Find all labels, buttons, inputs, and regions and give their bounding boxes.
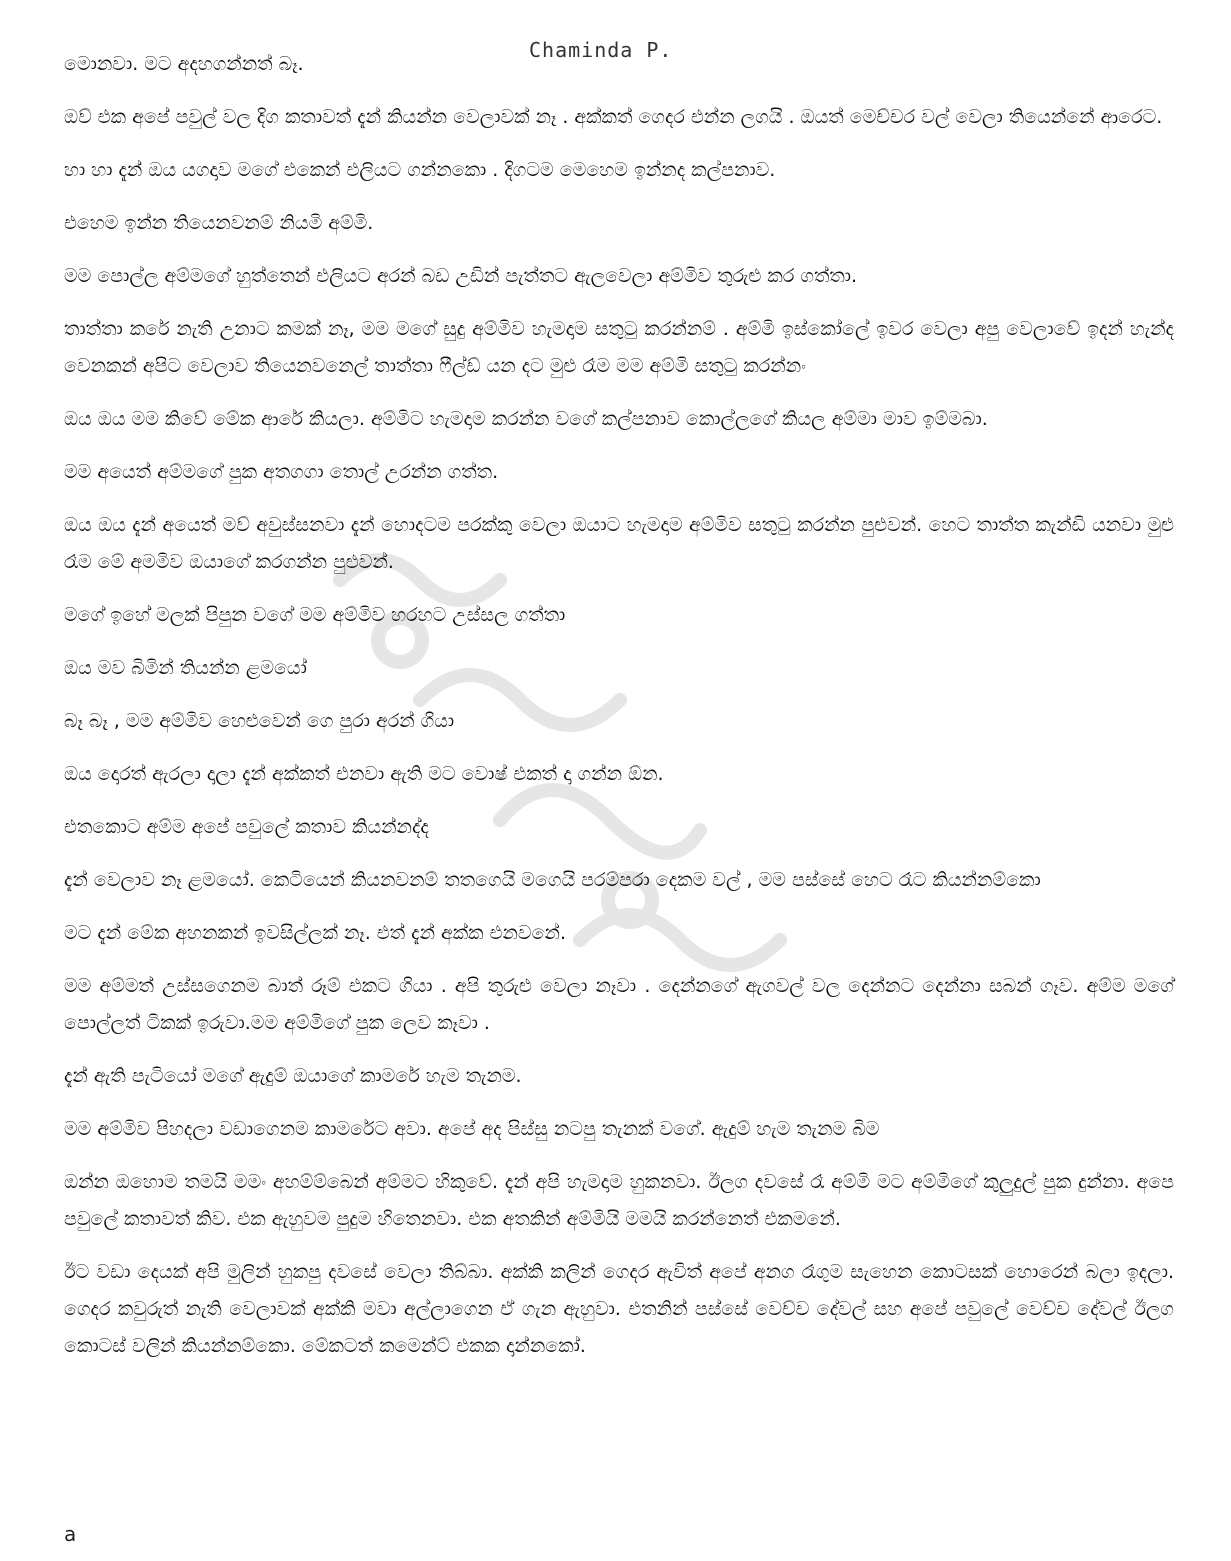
- story-paragraph: එහෙම ඉන්න තියෙනවනම් නියමි අම්මි.: [64, 212, 374, 234]
- story-paragraph: මම අම්මත් උස්සගෙනම බාත් රූම් එකට ගියා . අපි තුරුළු වෙලා නෑවා . දෙන්නගේ ඇගවල් වල දෙන්නට දෙන්නා සබන් ගෑව. අම්ම මගේ පොල්ලත් ටිකක් ඉරුවා.මම අම්මිගේ පුක ලෙව කෑවා .: [64, 975, 1174, 1034]
- story-paragraph: තාත්තා කරේ නැති උනාට කමක් නෑ, මම මගේ සුදු අම්මිව හැමදාම සතුටු කරන්නම් . අම්මි ඉස්කෝලේ ඉවර වෙලා අපු වෙලාවේ ඉදන් හැන්ද වෙනකන් අපිට වෙලාව තියෙනවනෙල් තාත්තා ෆීල්ඩ් යන දට මුළු රෑම මම අම්මි සතුටු කරන්නං: [64, 318, 1174, 377]
- story-paragraph: මම අම්මිව පිහදලා වඩාගෙනම කාමරේට අවා. අපේ අද පිස්සු නටපු තැනක් වගේ. ඇදුම් හැම තැනම බිම: [64, 1118, 880, 1140]
- story-paragraph: ඔය ඔය දැන් අයෙත් මව් අවුස්සනවා දැන් හොදටම පරක්කු වෙලා ඔයාට හැමදාම අම්මිව සතුටු කරන්න පුළුවන්. හෙට තාත්ත කැන්ඩි යනවා මුළු රෑම මේ අමමිව ඔයාගේ කරගන්න පුළුවන්.: [64, 514, 1174, 573]
- story-body: [64, 46, 1174, 1381]
- story-paragraph: ඔය මව බිමින් තියන්න ළමයෝ: [64, 657, 307, 679]
- story-paragraph: ඔන්න ඔහොම තමයි මමං අහම්ම්බෙන් අම්මට හිකුවේ. දැන් අපි හැමදාම හුකනවා. ඊලග දවසේ රෑ අම්මි මට අම්මිගේ කුලුදුල් පුක දුන්නා. අපෙ පවුලේ කතාවත් කිව. එක ඇහුවම පුදුම හිතෙනවා. එක අතකින් අම්මියි මමයි කරන්නෙත් එකමනේ.: [64, 1171, 1174, 1230]
- story-paragraph: දැන් වෙලාව නෑ ළමයෝ. කෙටියෙන් කියනවනම් තතගෙයි මගෙයි පරම්පරා දෙකම වල් , මම පස්සේ හෙට රෑට කියන්නම්කො: [64, 869, 1041, 891]
- story-paragraph: දැන් ඇති පැටියෝ මගේ ඇදුම් ඔයාගේ කාමරේ හැම තැනම.: [64, 1065, 522, 1087]
- page-footer-mark: a: [64, 1522, 77, 1546]
- story-paragraph: මොනවා. මට අදහගන්නත් බෑ.: [64, 53, 304, 75]
- story-paragraph: ඊට වඩා දෙයක් අපි මුලින් හුකපු දවසේ වෙලා තිබ්බා. අක්කි කලින් ගෙදර ඇවිත් අපේ අනග රෑගුම සැහෙන කොටසක් හොරෙන් බලා ඉදලා. ගෙදර කවුරුත් නැති වෙලාවක් අක්කි මවා අල්ලාගෙන ඒ ගැන ඇහුවා. එතනින් පස්සේ වෙච්ච දේවල් සහ අපේ පවුලේ වෙච්ච දේවල් ඊලග කොටස් වලින් කියන්නම්කො. මේකටත් කමෙන්ට් එකක දාන්නකෝ.: [64, 1261, 1174, 1357]
- story-paragraph: මම අයෙත් අම්මගේ පුක අතගගා තොල් උරන්න ගත්ත.: [64, 461, 499, 483]
- story-paragraph: හා හා දැන් ඔය යගදාව මගේ එකෙන් එලියට ගන්නකො . දිගටම මෙහෙම ඉන්නද කල්පනාව.: [64, 159, 776, 181]
- story-paragraph: මට දැන් මේක අහනකන් ඉවසිල්ලක් නෑ. එත් දැන් අක්ක එනවනේ.: [64, 922, 566, 944]
- story-paragraph: මගේ ඉහේ මලක් පිපුන වගේ මම අම්මිව හරහට උස්සල ගත්තා: [64, 604, 566, 626]
- author-header: Chaminda P.: [529, 38, 673, 62]
- story-paragraph: ඔය ඔය මම කිවේ මේක ආරේ කියලා. අම්මිට හැමදාම කරන්න වගේ කල්පනාව කොල්ලගේ කියල අම්මා මාව ඉම්මබා.: [64, 408, 988, 430]
- story-paragraph: බෑ බෑ , මම අම්මිව හෙළුවෙන් ගෙ පුරා අරන් ගියා: [64, 710, 455, 732]
- story-paragraph: එතකොට අම්ම අපේ පවුලේ කතාව කියන්නද්ද: [64, 816, 429, 838]
- story-paragraph: ඔව් එක අපේ පවුල් වල දිග කතාවත් දැන් කියන්න වෙලාවක් නෑ . අක්කත් ගෙදර එන්න ලගයි . ඔයත් මෙච්චර වල් වෙලා තියෙන්නේ ආරෙට.: [64, 106, 1163, 128]
- story-paragraph: ඔය දොරත් ඇරලා දාලා දැන් අක්කත් එනවා ඇති මට වොෂ් එකත් දා ගන්න ඕන.: [64, 763, 664, 785]
- story-paragraph: මම පොල්ල අම්මගේ හුත්තෙන් එලියට අරන් බඩ උඩින් පැත්තට ඇලවෙලා අම්මිව තුරුළු කර ගත්තා.: [64, 265, 858, 287]
